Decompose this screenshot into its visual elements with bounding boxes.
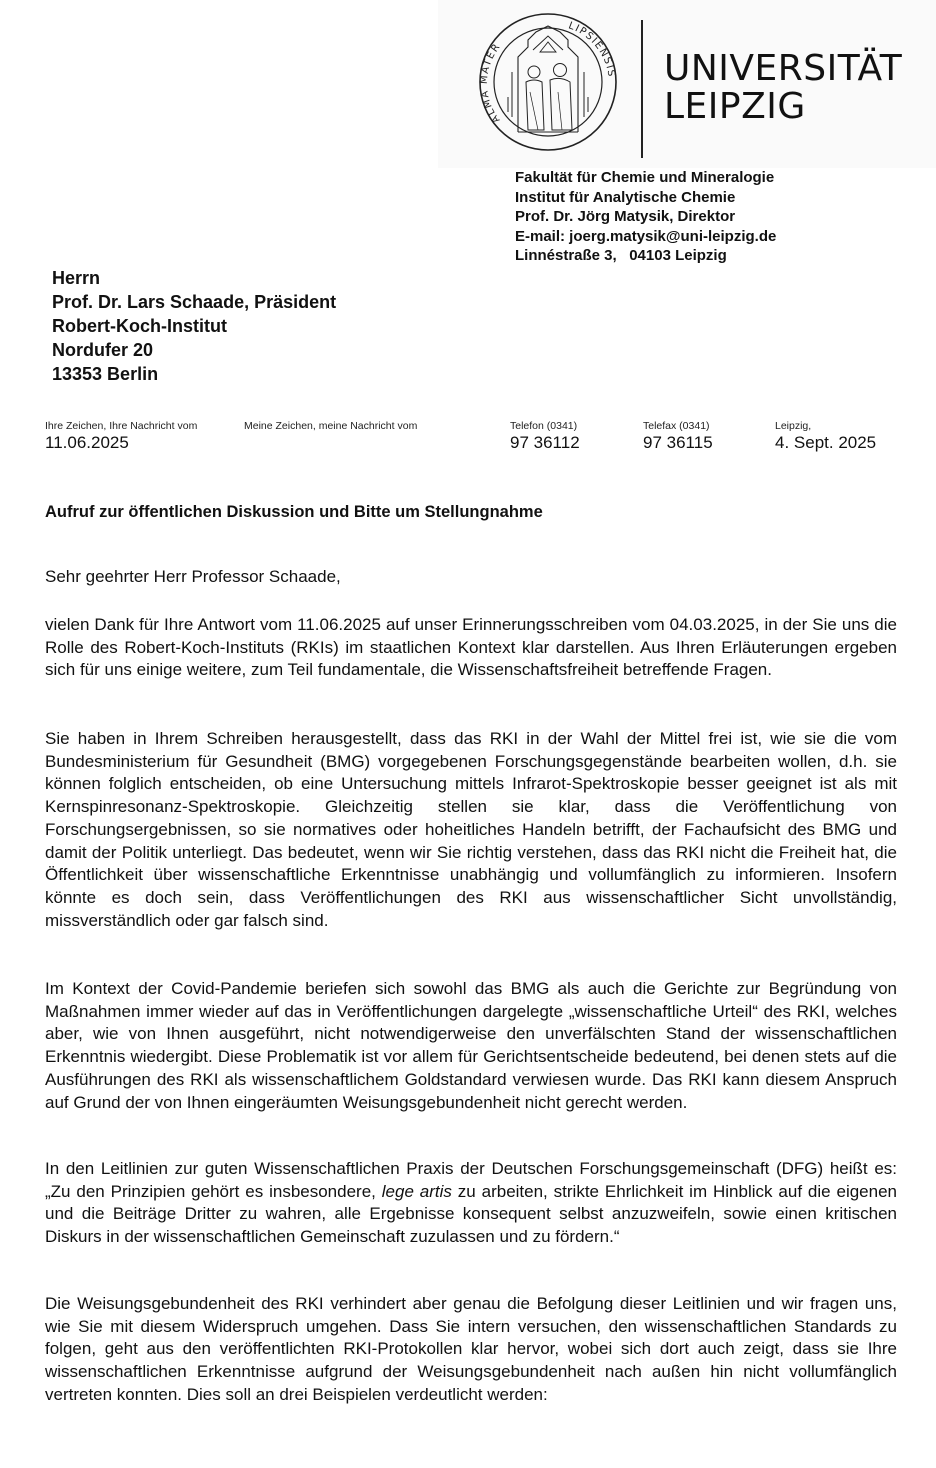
- letter-subject: Aufruf zur öffentlichen Diskussion und Bitte um Stellungnahme: [45, 503, 543, 521]
- your-reference-label: Ihre Zeichen, Ihre Nachricht vom: [45, 420, 198, 432]
- body-paragraph-2: [45, 728, 897, 932]
- phone-label: Telefon (0341): [510, 420, 578, 432]
- sender-name: Prof. Dr. Jörg Matysik, Direktor: [515, 208, 736, 225]
- wordmark-line-1: UNIVERSITÄT: [664, 48, 903, 89]
- place-label: Leipzig,: [775, 420, 812, 432]
- body-paragraph-4: [45, 1158, 897, 1249]
- fax-value: 97 36115: [643, 433, 713, 452]
- recipient-street: Nordufer 20: [52, 340, 154, 360]
- your-reference-value: 11.06.2025: [45, 433, 129, 452]
- paragraph-text: Im Kontext der Covid-Pandemie beriefen sich sowohl das BMG als auch die Gerichte zur Begründung von Maßnahmen immer wieder auf das in Veröffentlichungen dargelegte „wissenschaftliche Urteil“ des RKI, welches aber, wie von Ihnen ausgeführt, nicht notwendigerweise den unverfälschten Stand der wissenschaftlichen Erkenntnis wiedergibt. Diese Problematik ist vor allem für Gerichtsentscheide bedeutend, bei denen stets auf die Ausführungen des RKI als wissenschaftlichem Goldstandard verwiesen wurde. Das RKI kann diesem Anspruch auf Grund der von Ihnen eingeräumten Weisungsgebundenheit nicht gerecht werden.: [45, 979, 897, 1112]
- phone-value: 97 36112: [510, 433, 580, 452]
- sender-address: Linnéstraße 3, 04103 Leipzig: [515, 247, 727, 264]
- letter-salutation: Sehr geehrter Herr Professor Schaade,: [45, 567, 341, 586]
- paragraph-italic-term: lege artis: [381, 1181, 452, 1201]
- body-paragraph-1: [45, 614, 897, 682]
- letter-date: 4. Sept. 2025: [775, 433, 877, 452]
- paragraph-text: vielen Dank für Ihre Antwort vom 11.06.2025 auf unser Erinnerungsschreiben vom 04.03.2025, in der Sie uns die Rolle des Robert-Koch-Instituts (RKIs) im staatlichen Kontext klar darstellen. Aus Ihren Erläuterungen ergeben sich für uns einige weitere, zum Teil fundamentale, die Wissenschaftsfreiheit betreffende Fragen.: [45, 615, 897, 680]
- seal-text-right: LIPSIENSIS: [566, 20, 617, 79]
- svg-text:ALMA MATER: [479, 41, 503, 125]
- recipient-organization: Robert-Koch-Institut: [52, 316, 227, 336]
- body-paragraph-5: [45, 1293, 897, 1407]
- paragraph-text-before: In den Leitlinien zur guten Wissenschaftlichen Praxis der Deutschen Forschungsgemeinschaft (DFG) heißt es: „Zu den Prinzipien gehört es insbesondere,: [45, 1159, 897, 1201]
- university-seal-icon: [478, 12, 618, 152]
- paragraph-text: Die Weisungsgebundenheit des RKI verhindert aber genau die Befolgung dieser Leitlinien und wir fragen uns, wie Sie mit diesem Widerspruch umgehen. Dass Sie intern versuchen, den wissenschaftlichen Standards zu folgen, geht aus den veröffentlichten RKI-Protokollen klar hervor, wobei sich dort auch zeigt, dass sie Ihre wissenschaftlichen Erkenntnisse aufgrund der Weisungsgebundenheit nach außen hin nicht vollumfänglich vertreten konnten. Dies soll an drei Beispielen verdeutlicht werden:: [45, 1294, 897, 1404]
- wordmark-line-2: LEIPZIG: [664, 86, 806, 127]
- sender-email: E-mail: joerg.matysik@uni-leipzig.de: [515, 227, 777, 245]
- body-paragraph-3: [45, 978, 897, 1114]
- recipient-name: Prof. Dr. Lars Schaade, Präsident: [52, 292, 337, 312]
- paragraph-text: Sie haben in Ihrem Schreiben herausgestellt, dass das RKI in der Wahl der Mittel frei ist, wie sie die vom Bundesministerium für Gesundheit (BMG) vorgegebenen Forschungsgegenstände bearbeiten wollen, d.h. sie können folglich entscheiden, ob eine Untersuchung mittels Infrarot-Spektroskopie besser geeignet ist als mit Kernspinresonanz-Spektroskopie. Gleichzeitig stellen sie klar, dass die Veröffentlichung von Forschungsergebnissen, so sie normatives oder hoheitliches Handeln betrifft, der Fachaufsicht des BMG und damit der Politik unterliegt. Das bedeutet, wenn wir Sie richtig verstehen, dass das RKI nicht die Freiheit hat, die Öffentlichkeit über wissenschaftliche Erkenntnisse unabhängig und vollumfänglich zu informieren. Insofern könnte es doch sein, dass Veröffentlichungen des RKI aus wissenschaftlicher Sicht unvollständig, missverständlich oder gar falsch sind.: [45, 729, 897, 930]
- university-wordmark: [664, 50, 902, 126]
- sender-institute: Institut für Analytische Chemie: [515, 188, 736, 206]
- logo-divider: [641, 20, 643, 158]
- seal-text-left: ALMA MATER: [478, 41, 504, 125]
- sender-faculty: Fakultät für Chemie und Mineralogie: [515, 169, 775, 186]
- sender-block: [515, 168, 776, 266]
- recipient-block: [52, 266, 336, 386]
- paragraph-text: [45, 1158, 897, 1249]
- paragraph-text-after: zu arbeiten, strikte Ehrlichkeit im Hinblick auf die eigenen und die Beiträge Dritter zu wahren, alle Ergebnisse konsequent selbst anzuzweifeln, sowie einen kritischen Diskurs in der wissenschaftlichen Gemeinschaft zuzulassen und zu fördern.“: [45, 1181, 897, 1247]
- my-reference-label: Meine Zeichen, meine Nachricht vom: [244, 420, 418, 432]
- recipient-city: 13353 Berlin: [52, 364, 159, 384]
- recipient-salutation: Herrn: [52, 268, 101, 288]
- fax-label: Telefax (0341): [643, 420, 710, 432]
